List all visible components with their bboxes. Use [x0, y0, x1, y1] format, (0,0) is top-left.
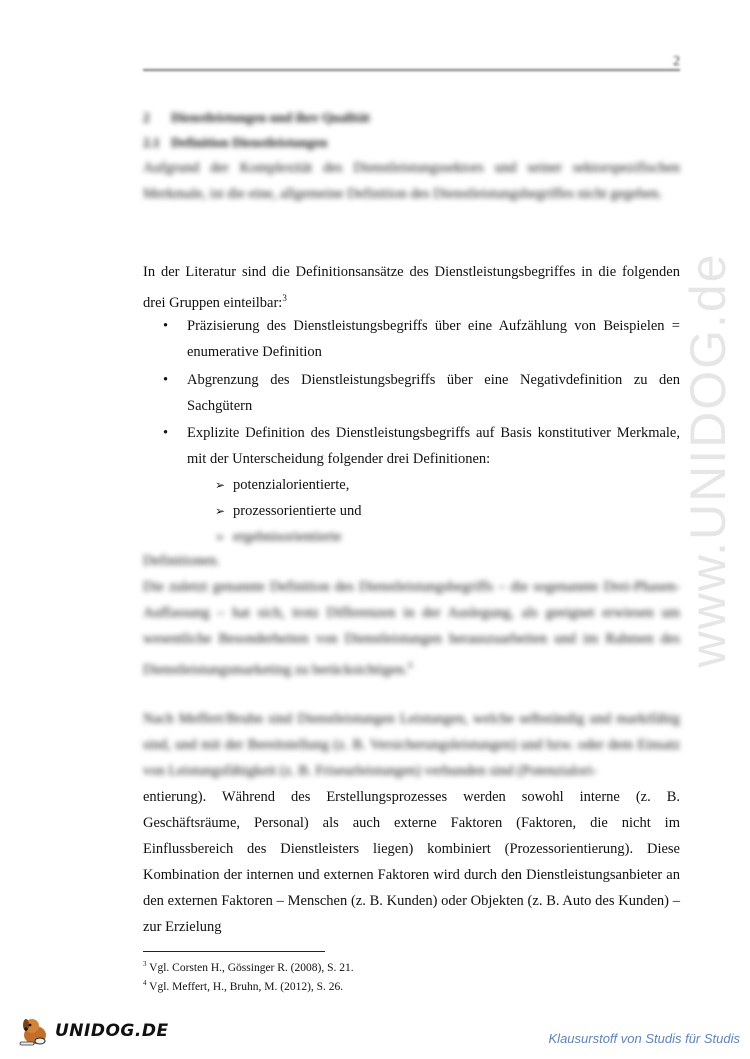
- list-item: [143, 367, 680, 419]
- footnotes: [143, 957, 354, 995]
- paragraph-definition-groups: [143, 259, 680, 316]
- heading-section-text: Definition Dienstleistungen: [171, 135, 328, 150]
- after-list-text: Definitionen.: [143, 553, 220, 569]
- intro-paragraph: Aufgrund der Komplexität des Dienstleistungssektors und seiner sektorspezifischen Merkmale, ist die eine, allgemeine Definition des Dienstleistungsbegriffes nicht gegeben.: [143, 160, 680, 202]
- paragraph-three-phase-text: Die zuletzt genannte Definition des Dienstleistungsbegriffs – die sogenannte Drei-Phasen-Auffassung – hat sich, trotz Differenzen in der Auslegung, als geeignet erwiesen um wesentliche Besonderheiten von Dienstleistungen herauszuarbeiten und im Rahmen des Dienstleistungsmarketing zu berücksichtigen.: [143, 579, 680, 678]
- sub-list-item-text: prozessorientierte und: [233, 503, 362, 519]
- paragraph-meffert-blurred: Nach Meffert/Bruhn sind Dienstleistungen Leistungen, welche selbständig und marktfähig sind, und mit der Bereitstellung (z. B. Versicherungsleistungen) und bzw. oder dem Einsatz von Leistungsfähigkeit (z. B. Friseurleistungen) verbunden sind (Potenzialori-: [143, 711, 680, 779]
- sub-list-item: [187, 472, 680, 498]
- arrow-right-icon: ➢: [215, 478, 226, 492]
- heading-section-number: 2.1: [143, 135, 160, 150]
- watermark: www.UNIDOG.de: [680, 252, 736, 668]
- footnote-separator: [143, 951, 325, 952]
- heading-chapter-number: 2: [143, 110, 150, 125]
- sub-list-item: [187, 524, 680, 550]
- footnote-text: Vgl. Meffert, H., Bruhn, M. (2012), S. 26.: [149, 980, 344, 993]
- list-item: [143, 313, 680, 365]
- list-item-text: Explizite Definition des Dienstleistungsbegriffs auf Basis konstitutiver Merkmale, mit der Unterscheidung folgender drei Definitionen:: [187, 425, 680, 467]
- heading-section: [143, 135, 327, 151]
- list-item: [143, 420, 680, 550]
- sub-list: [187, 472, 680, 550]
- tagline: Klausurstoff von Studis für Studis: [548, 1031, 740, 1046]
- footnote-item: [143, 976, 354, 995]
- footnote-ref-4: 4: [407, 660, 413, 670]
- logo-text: UNIDOG.DE: [55, 1021, 169, 1041]
- bullet-dot-icon: •: [163, 371, 169, 388]
- header-rule: [143, 69, 680, 71]
- footnote-item: [143, 957, 354, 976]
- sub-list-item: [187, 498, 680, 524]
- bullet-dot-icon: •: [163, 425, 169, 441]
- arrow-right-icon: ➢: [215, 504, 226, 518]
- footnote-text: Vgl. Corsten H., Gössinger R. (2008), S. 21.: [149, 961, 354, 974]
- list-item-text: Präzisierung des Dienstleistungsbegriffs über eine Aufzählung von Beispielen = enumerative Definition: [187, 318, 680, 360]
- footnote-number: 4: [143, 978, 147, 987]
- paragraph-definition-groups-text: In der Literatur sind die Definitionsansätze des Dienstleistungsbegriffes in die folgenden drei Gruppen einteilbar:: [143, 264, 680, 311]
- paragraph-meffert-visible: entierung). Während des Erstellungsprozesses werden sowohl interne (z. B. Geschäftsräume, Personal) als auch externe Faktoren (Faktoren, die nicht im Einflussbereich des Dienstleisters liegen) kombiniert (Prozessorientierung). Diese Kombination der internen und externen Faktoren wird durch den Dienstleistungsanbieter an den externen Faktoren – Menschen (z. B. Kunden) oder Objekten (z. B. Auto des Kunden) – zur Erzielung: [143, 789, 680, 935]
- heading-chapter: [143, 110, 370, 126]
- sub-list-item-text: ergebnisorientierte: [233, 529, 342, 545]
- arrow-right-icon: ➢: [215, 530, 226, 544]
- footnote-ref-3: 3: [282, 293, 287, 303]
- dog-icon: [18, 1014, 52, 1048]
- bullet-dot-icon: •: [163, 318, 169, 334]
- page-number: 2: [673, 54, 680, 69]
- list-item-text: Abgrenzung des Dienstleistungsbegriffs über eine Negativdefinition zu den Sachgütern: [187, 371, 680, 414]
- bullet-list: [143, 313, 680, 552]
- footnote-number: 3: [143, 960, 147, 968]
- paragraph-three-phase: [143, 574, 680, 683]
- heading-chapter-text: Dienstleistungen und ihre Qualität: [171, 110, 370, 125]
- sub-list-item-text: potenzialorientierte,: [233, 477, 350, 493]
- unidog-logo[interactable]: [18, 1014, 169, 1048]
